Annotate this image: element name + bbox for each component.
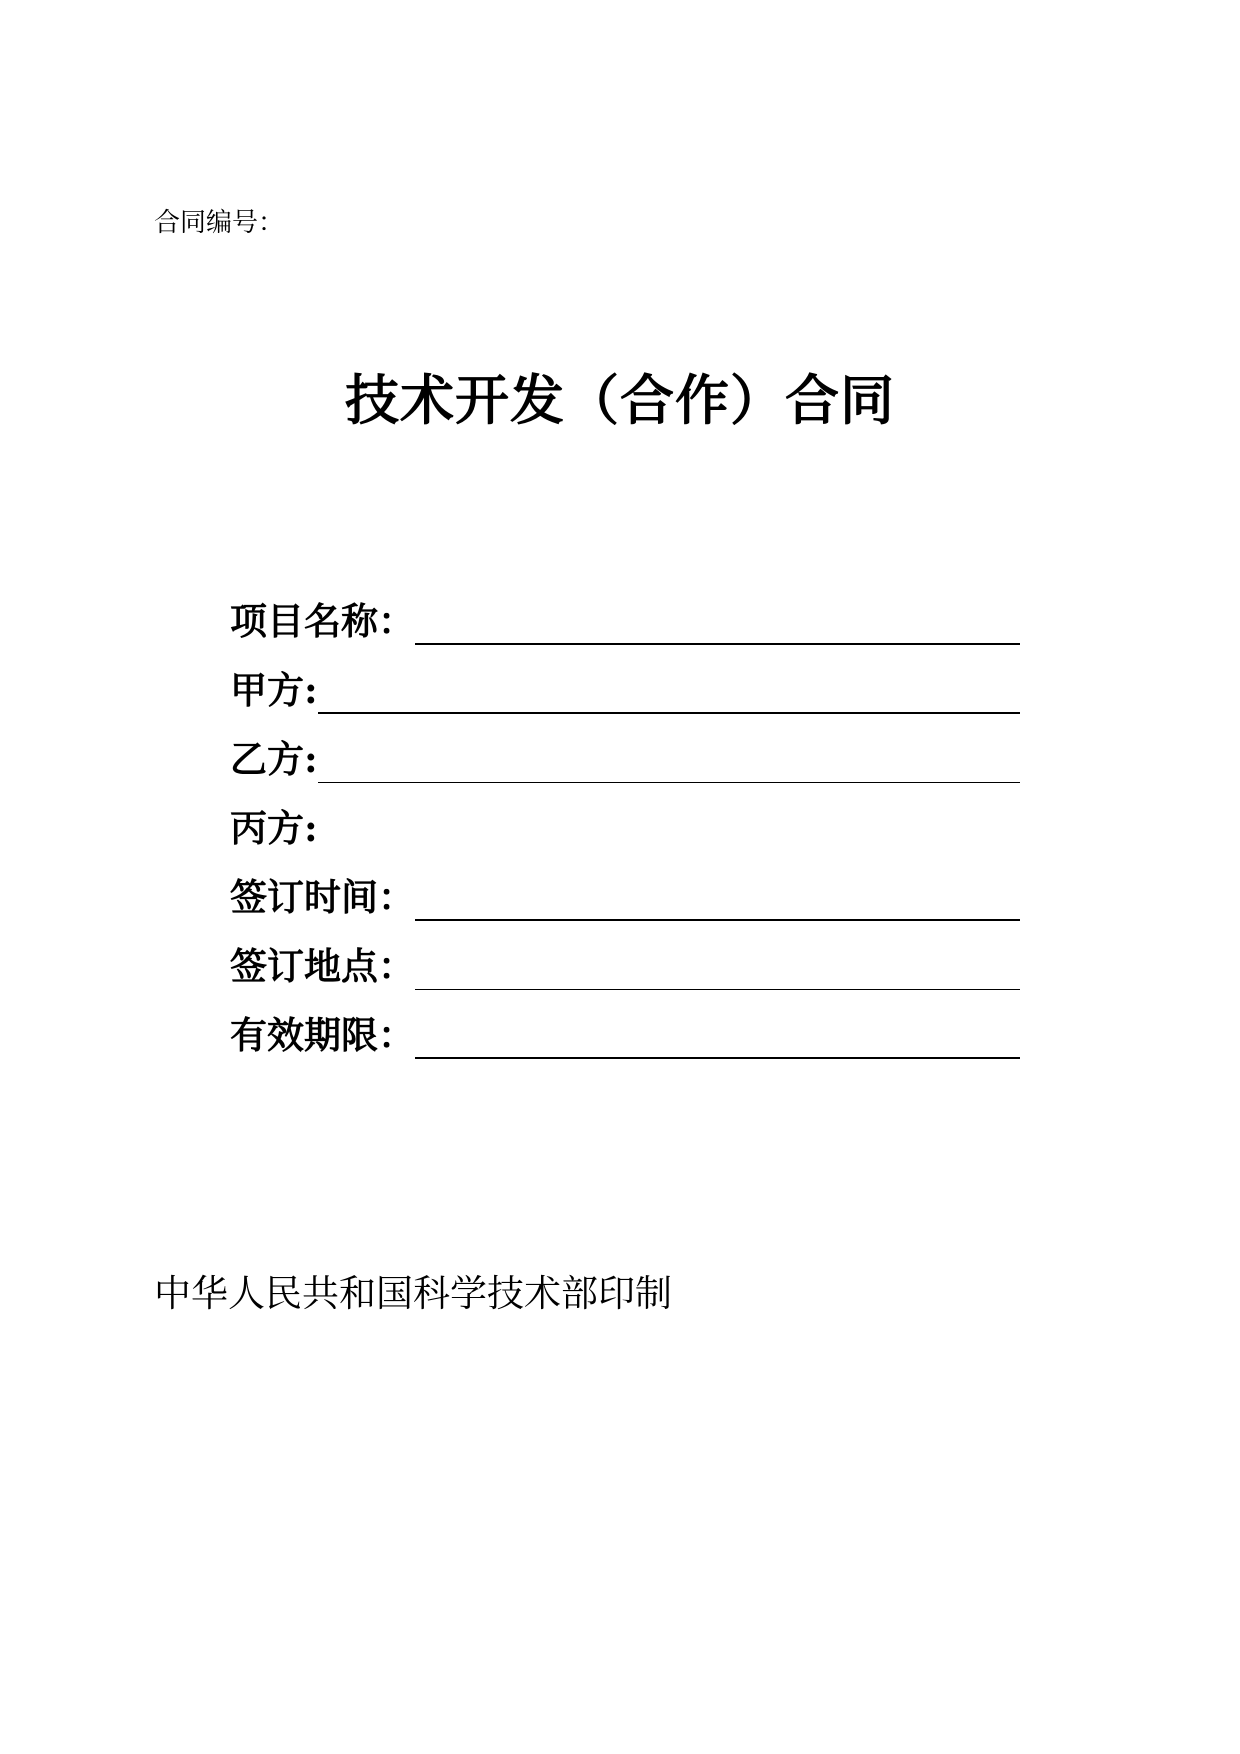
field-value-party-b xyxy=(318,743,324,778)
field-input-signing-place[interactable] xyxy=(415,949,1020,990)
field-input-party-a[interactable] xyxy=(318,672,1020,714)
field-validity-period xyxy=(230,992,1020,1061)
field-value-party-a xyxy=(318,673,324,708)
field-input-party-b[interactable] xyxy=(318,742,1020,783)
field-input-party-c[interactable] xyxy=(318,812,1020,852)
field-label-signing-place: 签订地点： xyxy=(230,944,415,988)
field-input-project-name[interactable] xyxy=(415,603,1020,645)
field-value-party-c xyxy=(318,813,324,848)
field-project-name xyxy=(230,578,1020,647)
field-input-signing-date[interactable] xyxy=(415,879,1020,921)
field-value-validity-period xyxy=(415,1018,421,1053)
field-label-project-name: 项目名称： xyxy=(230,599,415,643)
field-party-a xyxy=(230,647,1020,716)
field-input-validity-period[interactable] xyxy=(415,1017,1020,1059)
field-party-b xyxy=(230,716,1020,785)
field-label-validity-period: 有效期限： xyxy=(230,1013,415,1057)
document-title: 技术开发（合作）合同 xyxy=(345,369,895,432)
field-party-c xyxy=(230,785,1020,854)
contract-number-row xyxy=(154,206,284,240)
field-signing-place xyxy=(230,923,1020,992)
field-value-signing-date xyxy=(415,880,421,915)
field-label-signing-date: 签订时间： xyxy=(230,875,415,919)
field-label-party-b: 乙方: xyxy=(230,737,318,781)
field-value-signing-place xyxy=(415,950,421,985)
field-signing-date xyxy=(230,854,1020,923)
cover-fields xyxy=(230,578,1020,1061)
field-value-project-name xyxy=(415,604,421,639)
field-label-party-c: 丙方: xyxy=(230,806,318,850)
contract-number-label: 合同编号： xyxy=(154,208,285,238)
field-label-party-a: 甲方: xyxy=(230,668,318,712)
publisher-line: 中华人民共和国科学技术部印制 xyxy=(154,1272,672,1315)
